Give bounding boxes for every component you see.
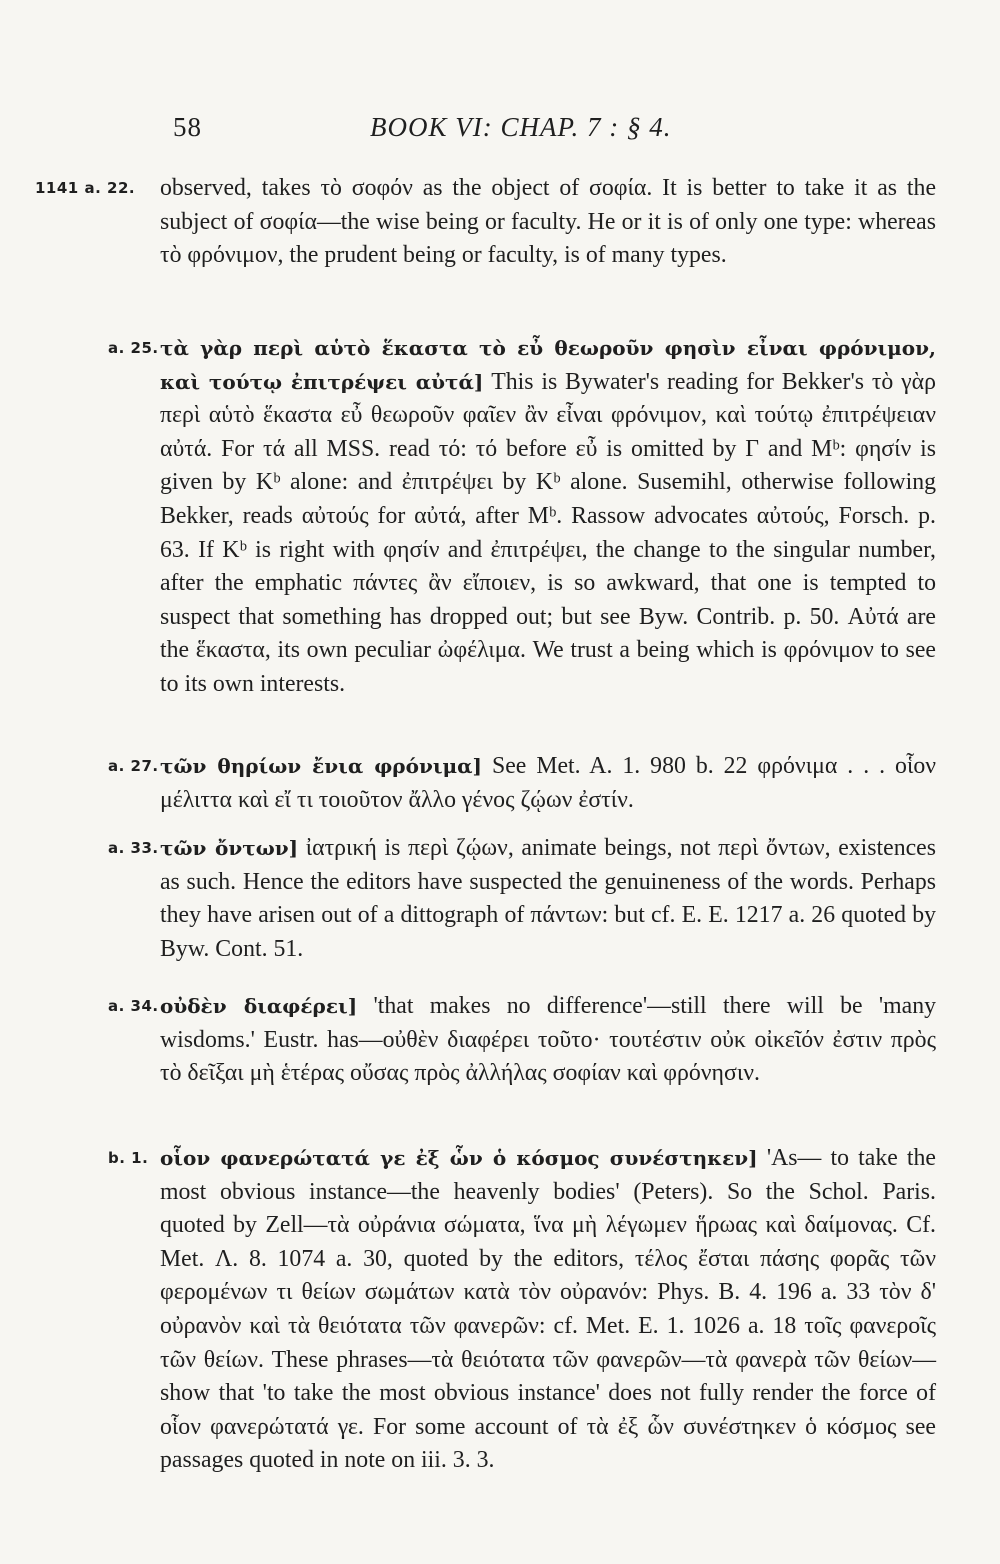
line-reference: a. 34. — [108, 997, 159, 1015]
note-text: observed, takes τὸ σοφόν as the object of σοφία. It is better to take it as the subject of σοφία—the wise being or faculty. He or it is of only one type: whereas τὸ φρόνιμον, the prudent being or faculty, is of many types. — [160, 175, 936, 269]
note-1141a22 — [35, 172, 936, 273]
line-reference: 1141 a. 22. — [35, 179, 136, 197]
line-reference: a. 25. — [108, 339, 159, 357]
lemma: οἷον φανερώτατά γε ἐξ ὧν ὁ κόσμος συνέστηκεν] — [160, 1146, 758, 1170]
line-reference: a. 27. — [108, 757, 159, 775]
page-number: 58 — [173, 112, 202, 142]
note-a33 — [108, 832, 936, 966]
note-b1 — [108, 1142, 936, 1478]
running-title: BOOK VI: CHAP. 7 : § 4. — [370, 112, 672, 142]
note-text: 'that makes no difference'—still there will be 'many wisdoms.' Eustr. has—οὐθὲν διαφέρει τοῦτο· τουτέστιν οὐκ οἰκεῖόν ἐστιν πρὸς τὸ δεῖξαι μὴ ἑτέρας οὔσας πρὸς ἀλλήλας σοφίαν καὶ φρόνησιν. — [160, 993, 936, 1087]
lemma: τῶν ὄντων] — [160, 836, 299, 860]
note-text: ἰατρική is περὶ ζῴων, animate beings, not περὶ ὄντων, existences as such. Hence the editors have suspected the genuineness of the words. Perhaps they have arisen out of a dittograph of πάντων: but cf. E. E. 1217 a. 26 quoted by Byw. Cont. 51. — [160, 835, 936, 962]
note-text: 'As— to take the most obvious instance—the heavenly bodies' (Peters). So the Schol. Paris. quoted by Zell—τὰ οὐράνια σώματα, ἵνα μὴ λέγωμεν ἥρωας καὶ δαίμονας. Cf. Met. Λ. 8. 1074 a. 30, quoted by the editors, τέλος ἔσται πάσης φορᾶς τῶν φερομένων τι θείων σωμάτων κατὰ τὸν οὐρανόν: Phys. B. 4. 196 a. 33 τὸν δ' οὐρανὸν καὶ τὰ θειότατα τῶν φανερῶν: cf. Met. E. 1. 1026 a. 18 τοῖς φανεροῖς τῶν θείων. These phrases—τὰ θειότατα τῶν φανερῶν—τὰ φανερὰ τῶν θείων—show that 'to take the most obvious instance' does not fully render the force of οἷον φανερώτατά γε. For some account of τὰ ἐξ ὧν συνέστηκεν ὁ κόσμος see passages quoted in note on iii. 3. 3. — [160, 1145, 936, 1474]
note-a27 — [108, 750, 937, 817]
line-reference: b. 1. — [108, 1149, 149, 1167]
note-text: This is Bywater's reading for Bekker's τὸ γὰρ περὶ αὑτὸ ἕκαστα εὖ θεωροῦν φαῖεν ἂν εἶναι φρόνιμον, καὶ τούτῳ ἐπιτρέψειαν αὐτά. For τά all MSS. read τό: τό before εὖ is omitted by Γ and Mᵇ: φησίν is given by Kᵇ alone: and ἐπιτρέψει by Kᵇ alone. Susemihl, otherwise following Bekker, reads αὐτούς for αὐτά, after Mᵇ. Rassow advocates αὐτούς, Forsch. p. 63. If Kᵇ is right with φησίν and ἐπιτρέψει, the change to the singular number, after the emphatic πάντες ἂν εἴποιεν, is so awkward, that one is tempted to suspect that something has dropped out; but see Byw. Contrib. p. 50. Αὐτά are the ἕκαστα, its own peculiar ὠφέλιμα. We trust a being which is φρόνιμον to see to its own interests. — [160, 368, 936, 697]
lemma: τὰ γὰρ περὶ αὑτὸ ἕκαστα τὸ εὖ θεωροῦν φησὶν εἶναι φρόνιμον, καὶ τούτῳ ἐπιτρέψει αὐτά] — [160, 336, 936, 394]
lemma: οὐδὲν διαφέρει] — [160, 994, 358, 1018]
note-a34 — [108, 990, 936, 1091]
note-a25 — [108, 332, 936, 702]
running-header — [0, 112, 1000, 152]
line-reference: a. 33. — [108, 839, 159, 857]
lemma: τῶν θηρίων ἔνια φρόνιμα] — [160, 754, 482, 778]
note-text: See Met. A. 1. 980 b. 22 φρόνιμα . . . οἷον μέλιττα καὶ εἴ τι τοιοῦτον ἄλλο γένος ζῴων ἐστίν. — [160, 753, 937, 813]
